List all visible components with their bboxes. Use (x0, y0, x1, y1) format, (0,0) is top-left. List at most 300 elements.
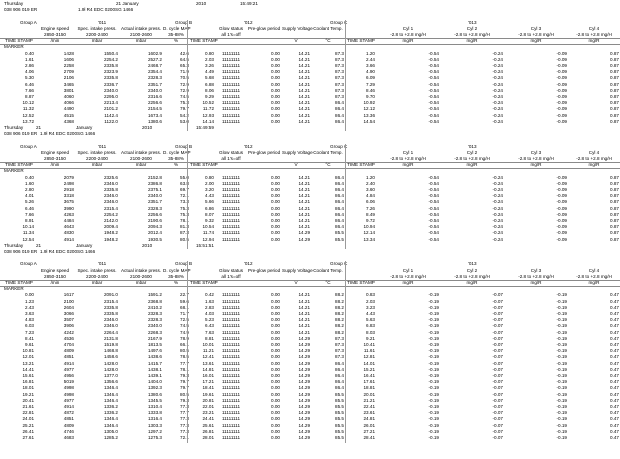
data-cell[interactable]: 4914 (63, 236, 74, 242)
data-cell[interactable]: 78.1 (180, 366, 189, 372)
data-cell[interactable]: 2316.6 (147, 94, 162, 99)
data-cell[interactable]: 11111111 (221, 323, 241, 329)
column-header-cell[interactable]: 35-88% (168, 32, 184, 37)
data-cell[interactable]: 11.34 (22, 230, 34, 236)
column-header-cell[interactable]: TIME STAMP (5, 162, 33, 168)
data-cell[interactable]: 0.00 (271, 422, 280, 428)
data-cell[interactable]: -0.07 (492, 366, 503, 372)
data-cell[interactable]: -0.24 (492, 236, 503, 242)
data-cell[interactable]: 2328.3 (147, 317, 162, 323)
data-cell[interactable]: 2604 (63, 304, 74, 310)
data-cell[interactable]: 5.66 (205, 199, 214, 205)
data-cell[interactable]: 7.63 (205, 329, 214, 335)
data-cell[interactable]: 13.72 (22, 118, 34, 124)
data-cell[interactable]: 12.52 (22, 112, 34, 118)
data-cell[interactable]: 0.00 (271, 397, 280, 403)
data-cell[interactable]: 16.01 (202, 373, 214, 378)
data-cell[interactable]: 2340.0 (147, 323, 162, 329)
data-cell[interactable]: 14.21 (298, 69, 310, 75)
data-cell[interactable]: 0.00 (271, 317, 280, 323)
data-cell[interactable]: 86.4 (335, 193, 344, 199)
data-cell[interactable]: -0.19 (428, 342, 439, 347)
data-cell[interactable]: 1550.4 (103, 50, 118, 56)
data-cell[interactable]: 2351.7 (147, 199, 162, 205)
data-cell[interactable]: 0.87 (610, 193, 619, 199)
data-cell[interactable]: 9.61 (25, 342, 34, 347)
data-cell[interactable]: 1438.6 (147, 354, 162, 360)
data-cell[interactable]: -0.09 (556, 69, 567, 75)
footer-day[interactable]: Thursday (4, 125, 24, 130)
data-cell[interactable]: 4066 (63, 100, 74, 106)
data-cell[interactable]: -0.19 (556, 354, 567, 360)
data-cell[interactable]: 2410.2 (147, 304, 162, 310)
data-cell[interactable]: 22.81 (22, 410, 34, 416)
data-cell[interactable]: -0.07 (492, 354, 503, 360)
data-cell[interactable]: -0.09 (556, 187, 567, 192)
data-cell[interactable]: 2091.0 (103, 292, 118, 298)
data-cell[interactable]: 88.2 (335, 292, 344, 298)
data-cell[interactable]: 4484 (63, 218, 74, 223)
group-a-code[interactable]: '011 (98, 261, 107, 267)
data-cell[interactable]: 0.00 (271, 311, 280, 316)
footer-id[interactable]: 038 906 019 ER (4, 249, 38, 254)
data-cell[interactable]: 26.01 (363, 422, 375, 428)
data-cell[interactable]: -0.19 (556, 317, 567, 323)
data-cell[interactable]: 0.47 (610, 311, 619, 316)
data-cell[interactable]: 1591.2 (147, 292, 162, 298)
data-cell[interactable]: 2100 (63, 298, 74, 304)
data-cell[interactable]: 16.41 (363, 373, 375, 378)
footer-engine[interactable]: 1.9l R4 EDC 0200SG 1466 (40, 131, 96, 137)
data-cell[interactable]: -0.19 (428, 360, 439, 366)
data-cell[interactable]: -0.19 (428, 298, 439, 304)
data-cell[interactable]: 4704 (63, 342, 74, 347)
data-cell[interactable]: 78.1 (180, 218, 189, 223)
data-cell[interactable]: -0.19 (428, 416, 439, 422)
data-cell[interactable]: 86.4 (335, 366, 344, 372)
data-cell[interactable]: 4977 (63, 397, 74, 403)
data-cell[interactable]: 1813.5 (147, 342, 162, 347)
data-cell[interactable]: 0.00 (271, 385, 280, 391)
data-cell[interactable]: 0.00 (271, 329, 280, 335)
group-c-label[interactable]: Group C (330, 261, 348, 267)
column-header-cell[interactable]: Spec. intake press. (77, 267, 117, 273)
data-cell[interactable]: 1617 (63, 292, 74, 298)
data-cell[interactable]: 14.21 (298, 224, 310, 230)
data-cell[interactable]: 0.00 (271, 81, 280, 87)
data-cell[interactable]: -0.54 (428, 100, 439, 106)
data-cell[interactable]: 11.74 (202, 230, 214, 236)
footer-month[interactable]: January (76, 125, 93, 130)
data-cell[interactable]: 14.29 (298, 385, 310, 391)
data-cell[interactable]: 0.00 (271, 87, 280, 93)
data-cell[interactable]: -0.19 (428, 391, 439, 397)
data-cell[interactable]: 2354.4 (147, 69, 162, 75)
data-cell[interactable]: 85.5 (335, 422, 344, 428)
data-cell[interactable]: 9.72 (366, 218, 375, 223)
data-cell[interactable]: 0.87 (610, 174, 619, 180)
data-cell[interactable]: 11111111 (221, 174, 241, 180)
data-cell[interactable]: 0.00 (271, 230, 280, 236)
data-cell[interactable]: 0.00 (271, 348, 280, 354)
data-cell[interactable]: 0.87 (610, 50, 619, 56)
data-cell[interactable]: 11111111 (221, 75, 241, 81)
data-cell[interactable]: 17.21 (202, 379, 214, 385)
data-cell[interactable]: 1948.2 (103, 230, 118, 236)
column-header-cell[interactable]: -2.8 to +2.8 mg/H (576, 273, 612, 279)
data-cell[interactable]: 2.03 (205, 56, 214, 62)
column-header-cell[interactable]: °C (325, 162, 331, 168)
data-cell[interactable]: 22.01 (202, 404, 214, 409)
data-cell[interactable]: 3906 (63, 323, 74, 329)
data-cell[interactable]: 0.47 (610, 360, 619, 366)
data-cell[interactable]: 14.14 (202, 118, 214, 124)
data-cell[interactable]: 86.4 (335, 373, 344, 378)
data-cell[interactable]: 4683 (63, 435, 74, 440)
column-header-cell[interactable]: Pre-glow period (248, 149, 281, 155)
data-cell[interactable]: 11111111 (221, 311, 241, 316)
data-cell[interactable]: 86.4 (335, 118, 344, 124)
data-cell[interactable]: 0.00 (271, 112, 280, 118)
data-cell[interactable]: 0.00 (271, 410, 280, 416)
data-cell[interactable]: 2264.4 (103, 329, 118, 335)
column-header-cell[interactable]: V (294, 162, 298, 168)
column-header-cell[interactable]: TIME STAMP (190, 280, 218, 285)
column-header-cell[interactable]: Spec. intake press. (77, 149, 117, 155)
data-cell[interactable]: -0.09 (556, 81, 567, 87)
column-header-cell[interactable]: Glow status (219, 267, 243, 273)
data-cell[interactable]: 0.47 (610, 329, 619, 335)
data-cell[interactable]: 5.30 (25, 75, 34, 81)
data-cell[interactable]: -0.24 (492, 112, 503, 118)
data-cell[interactable]: 2335.8 (103, 304, 118, 310)
data-cell[interactable]: 2386.8 (147, 180, 162, 186)
data-cell[interactable]: 0.87 (610, 112, 619, 118)
data-cell[interactable]: -0.54 (428, 63, 439, 68)
data-cell[interactable]: 18.41 (202, 385, 214, 391)
column-header-cell[interactable]: Cyl 2 (466, 267, 478, 273)
data-cell[interactable]: 3.20 (205, 187, 214, 192)
data-cell[interactable]: 87.3 (335, 342, 344, 347)
data-cell[interactable]: 87.3 (335, 354, 344, 360)
data-cell[interactable]: 2.00 (205, 180, 214, 186)
data-cell[interactable]: 4643 (63, 224, 74, 230)
data-cell[interactable]: -0.24 (492, 75, 503, 81)
data-cell[interactable]: 0.87 (610, 56, 619, 62)
data-cell[interactable]: 0.00 (271, 292, 280, 298)
data-cell[interactable]: 2254.2 (103, 211, 118, 217)
data-cell[interactable]: 2336.7 (103, 81, 118, 87)
data-cell[interactable]: 8.41 (25, 335, 34, 341)
data-cell[interactable]: 0.87 (610, 180, 619, 186)
data-cell[interactable]: 2268.3 (147, 329, 162, 335)
data-cell[interactable]: -0.24 (492, 63, 503, 68)
column-header-cell[interactable]: Glow status (219, 25, 243, 31)
footer-date[interactable]: 21 (36, 242, 42, 248)
data-cell[interactable]: -0.19 (556, 435, 567, 440)
data-cell[interactable]: 71.7 (180, 311, 189, 316)
data-cell[interactable]: 87.3 (335, 81, 344, 87)
data-cell[interactable]: 87.3 (335, 87, 344, 93)
data-cell[interactable]: 2258 (63, 63, 74, 68)
data-cell[interactable]: 11111111 (221, 218, 241, 223)
data-cell[interactable]: -0.54 (428, 75, 439, 81)
data-cell[interactable]: 80.5 (180, 348, 189, 354)
data-cell[interactable]: 0.00 (271, 335, 280, 341)
column-header-cell[interactable] (190, 268, 214, 274)
data-cell[interactable]: 1380.6 (147, 391, 162, 397)
data-cell[interactable]: -0.24 (492, 100, 503, 106)
data-cell[interactable]: 11111111 (221, 397, 241, 403)
data-cell[interactable]: 0.00 (271, 304, 280, 310)
column-header-cell[interactable] (347, 150, 375, 156)
footer-day[interactable]: Thursday (4, 242, 24, 248)
data-cell[interactable]: 1673.4 (147, 112, 162, 118)
data-cell[interactable]: 14.29 (298, 379, 310, 385)
data-cell[interactable]: 3990 (63, 205, 74, 211)
data-cell[interactable]: 27.61 (22, 435, 34, 440)
data-cell[interactable]: 14.29 (298, 348, 310, 354)
data-cell[interactable]: -0.07 (492, 435, 503, 440)
data-cell[interactable]: 3066 (63, 311, 74, 316)
data-cell[interactable]: 0.47 (610, 428, 619, 434)
data-cell[interactable]: 2368.8 (147, 298, 162, 304)
data-cell[interactable]: -0.19 (428, 385, 439, 391)
data-cell[interactable]: 75.3 (180, 205, 189, 211)
data-cell[interactable]: 11.21 (202, 348, 214, 354)
data-cell[interactable]: 2328.3 (147, 205, 162, 211)
data-cell[interactable]: 2295.0 (103, 94, 118, 99)
data-cell[interactable]: 15.61 (22, 373, 34, 378)
data-cell[interactable]: 24.01 (22, 416, 34, 422)
column-header-cell[interactable]: /min (50, 162, 60, 168)
data-cell[interactable]: 0.80 (205, 50, 214, 56)
column-header-cell[interactable]: 2200-2400 (86, 32, 108, 37)
marker-label[interactable]: MARKER (4, 286, 24, 292)
data-cell[interactable]: 11111111 (221, 404, 241, 409)
data-cell[interactable]: 0.47 (610, 317, 619, 323)
data-cell[interactable]: 0.00 (271, 180, 280, 186)
data-cell[interactable]: 72.9 (180, 87, 189, 93)
data-cell[interactable]: 0.00 (271, 174, 280, 180)
column-header-cell[interactable]: 2100-2600 (130, 273, 152, 279)
data-cell[interactable]: 12.94 (202, 236, 214, 242)
data-cell[interactable]: 1346.4 (103, 397, 118, 403)
data-cell[interactable]: 3318 (63, 193, 74, 199)
data-cell[interactable]: 0.47 (610, 348, 619, 354)
data-cell[interactable]: 86.4 (335, 205, 344, 211)
data-cell[interactable]: -0.09 (556, 193, 567, 199)
data-cell[interactable]: 14.21 (298, 75, 310, 81)
data-cell[interactable]: 19.21 (22, 391, 34, 397)
data-cell[interactable]: 8.46 (366, 87, 375, 93)
data-cell[interactable]: 87.3 (335, 348, 344, 354)
data-cell[interactable]: 2079 (63, 174, 74, 180)
data-cell[interactable]: 2213.4 (103, 100, 118, 106)
data-cell[interactable]: 14.29 (298, 335, 310, 341)
data-cell[interactable]: 0.47 (610, 304, 619, 310)
column-header-cell[interactable]: /min (50, 280, 60, 285)
data-cell[interactable]: 11111111 (221, 360, 241, 366)
data-cell[interactable]: 0.47 (610, 373, 619, 378)
data-cell[interactable]: 1.61 (25, 56, 34, 62)
data-cell[interactable]: -0.19 (428, 311, 439, 316)
data-cell[interactable]: 11111111 (221, 317, 241, 323)
data-cell[interactable]: 26.81 (202, 428, 214, 434)
data-cell[interactable]: 11111111 (221, 366, 241, 372)
column-header-cell[interactable]: -2.8 to +2.8 mg/H (390, 156, 426, 161)
data-cell[interactable]: 87.3 (335, 50, 344, 56)
data-cell[interactable]: 86.4 (335, 224, 344, 230)
data-cell[interactable]: 14.29 (298, 410, 310, 416)
data-cell[interactable]: 87.3 (335, 56, 344, 62)
column-header-cell[interactable]: mg/R (530, 162, 542, 168)
data-cell[interactable]: 14.29 (298, 422, 310, 428)
data-cell[interactable]: 14.54 (363, 118, 375, 124)
data-cell[interactable]: 0.47 (610, 416, 619, 422)
data-cell[interactable]: 4368 (63, 118, 74, 124)
data-cell[interactable]: 11111111 (221, 100, 241, 106)
column-header-cell[interactable] (4, 26, 34, 32)
data-cell[interactable]: 6.06 (366, 199, 375, 205)
data-cell[interactable]: 87.3 (335, 75, 344, 81)
data-cell[interactable]: 74.9 (180, 329, 189, 335)
column-header-cell[interactable]: 35-88% (168, 156, 184, 161)
data-cell[interactable]: 14.29 (298, 404, 310, 409)
data-cell[interactable]: 14.21 (298, 81, 310, 87)
data-cell[interactable]: 0.87 (610, 218, 619, 223)
data-cell[interactable]: 53.0 (180, 118, 189, 124)
title-date[interactable]: 21 January (116, 1, 139, 6)
data-cell[interactable]: 4242 (63, 329, 74, 335)
column-header-cell[interactable]: Actual intake press. (120, 25, 162, 31)
group-c-code[interactable]: '013 (468, 261, 477, 267)
data-cell[interactable]: 4809 (63, 422, 74, 428)
data-cell[interactable]: -0.19 (556, 385, 567, 391)
data-cell[interactable]: -0.07 (492, 385, 503, 391)
data-cell[interactable]: 63.8 (180, 180, 189, 186)
data-cell[interactable]: -0.54 (428, 118, 439, 124)
data-cell[interactable]: -0.19 (428, 435, 439, 440)
footer-year[interactable]: 2010 (142, 125, 153, 130)
data-cell[interactable]: 42.6 (180, 50, 189, 56)
data-cell[interactable]: 0.87 (610, 224, 619, 230)
data-cell[interactable]: 16.81 (22, 379, 34, 385)
data-cell[interactable]: 4809 (63, 348, 74, 354)
data-cell[interactable]: 11111111 (221, 435, 241, 440)
data-cell[interactable]: 2.43 (25, 304, 34, 310)
data-cell[interactable]: -0.19 (556, 416, 567, 422)
data-cell[interactable]: -0.19 (428, 404, 439, 409)
column-header-cell[interactable]: Coolant Temp. (313, 25, 343, 31)
data-cell[interactable]: 11111111 (221, 118, 241, 124)
data-cell[interactable]: 18.01 (22, 385, 34, 391)
marker-label[interactable]: MARKER (4, 168, 24, 174)
data-cell[interactable]: 8.03 (366, 329, 375, 335)
data-cell[interactable]: -0.09 (556, 230, 567, 236)
data-cell[interactable]: 11111111 (221, 422, 241, 428)
data-cell[interactable]: 77.7 (180, 360, 189, 366)
data-cell[interactable]: 1392.3 (147, 385, 162, 391)
data-cell[interactable]: 85.5 (335, 397, 344, 403)
data-cell[interactable]: 2335.8 (103, 63, 118, 68)
data-cell[interactable]: 0.00 (271, 342, 280, 347)
column-header-cell[interactable]: Engine speed (40, 25, 70, 31)
data-cell[interactable]: 2315.4 (103, 298, 118, 304)
column-header-cell[interactable]: D. cycle MAP (163, 149, 191, 155)
data-cell[interactable]: -0.24 (492, 87, 503, 93)
data-cell[interactable]: 2167.9 (147, 335, 162, 341)
data-cell[interactable]: 70.5 (180, 75, 189, 81)
data-cell[interactable]: -0.19 (428, 348, 439, 354)
column-header-cell[interactable]: °C (325, 280, 331, 285)
data-cell[interactable]: 3.26 (205, 63, 214, 68)
data-cell[interactable]: -0.24 (492, 205, 503, 211)
data-cell[interactable]: 2142.0 (103, 218, 118, 223)
column-header-cell[interactable]: mbar (91, 280, 103, 285)
column-header-cell[interactable]: 2850-3150 (44, 273, 66, 279)
data-cell[interactable]: 7.66 (25, 211, 34, 217)
data-cell[interactable]: -0.19 (428, 292, 439, 298)
data-cell[interactable]: -0.19 (556, 360, 567, 366)
data-cell[interactable]: 77.3 (180, 422, 189, 428)
title-day[interactable]: Thursday (4, 1, 24, 6)
data-cell[interactable]: 11111111 (221, 391, 241, 397)
data-cell[interactable]: 0.87 (610, 69, 619, 75)
data-cell[interactable]: -0.19 (428, 354, 439, 360)
data-cell[interactable]: 1606 (63, 56, 74, 62)
data-cell[interactable]: 14.21 (298, 323, 310, 329)
column-header-cell[interactable]: mbar (91, 38, 103, 44)
data-cell[interactable]: -0.19 (428, 329, 439, 335)
data-cell[interactable]: 4998 (63, 391, 74, 397)
data-cell[interactable]: 0.47 (610, 335, 619, 341)
column-header-cell[interactable]: all 1's=off (221, 32, 241, 37)
data-cell[interactable]: 11111111 (221, 106, 241, 112)
data-cell[interactable]: 0.83 (366, 292, 375, 298)
data-cell[interactable]: 1285.2 (103, 435, 118, 440)
data-cell[interactable]: 85.5 (335, 391, 344, 397)
data-cell[interactable]: -0.19 (556, 298, 567, 304)
data-cell[interactable]: 1305.0 (103, 428, 118, 434)
column-header-cell[interactable]: mbar (135, 162, 147, 168)
data-cell[interactable]: 0.42 (205, 292, 214, 298)
data-cell[interactable]: 85.5 (335, 428, 344, 434)
column-header-cell[interactable]: -2.8 to +2.8 mg/H (518, 156, 554, 161)
data-cell[interactable]: 88.2 (335, 329, 344, 335)
data-cell[interactable]: 2.86 (25, 63, 34, 68)
data-cell[interactable]: 1415.7 (147, 360, 162, 366)
data-cell[interactable]: 4536 (63, 335, 74, 341)
data-cell[interactable]: 8.87 (25, 94, 34, 99)
data-cell[interactable]: 2346.0 (103, 199, 118, 205)
data-cell[interactable]: 1122.0 (104, 118, 118, 124)
column-header-cell[interactable]: Glow status (219, 149, 243, 155)
data-cell[interactable]: -0.07 (492, 311, 503, 316)
data-cell[interactable]: 85.5 (335, 236, 344, 242)
data-cell[interactable]: -0.54 (428, 218, 439, 223)
data-cell[interactable]: 0.00 (271, 236, 280, 242)
data-cell[interactable]: 6.43 (205, 323, 214, 329)
column-header-cell[interactable]: TIME STAMP (347, 38, 375, 44)
data-cell[interactable]: 10.92 (363, 100, 375, 106)
title-engine[interactable]: 1.9l R4 EDC 0200SG 1466 (78, 7, 134, 13)
data-cell[interactable]: -0.19 (556, 428, 567, 434)
data-cell[interactable]: 8.91 (25, 218, 34, 223)
data-cell[interactable]: 11111111 (221, 236, 241, 242)
data-cell[interactable]: 9.32 (205, 218, 214, 223)
data-cell[interactable]: 14.81 (202, 366, 214, 372)
